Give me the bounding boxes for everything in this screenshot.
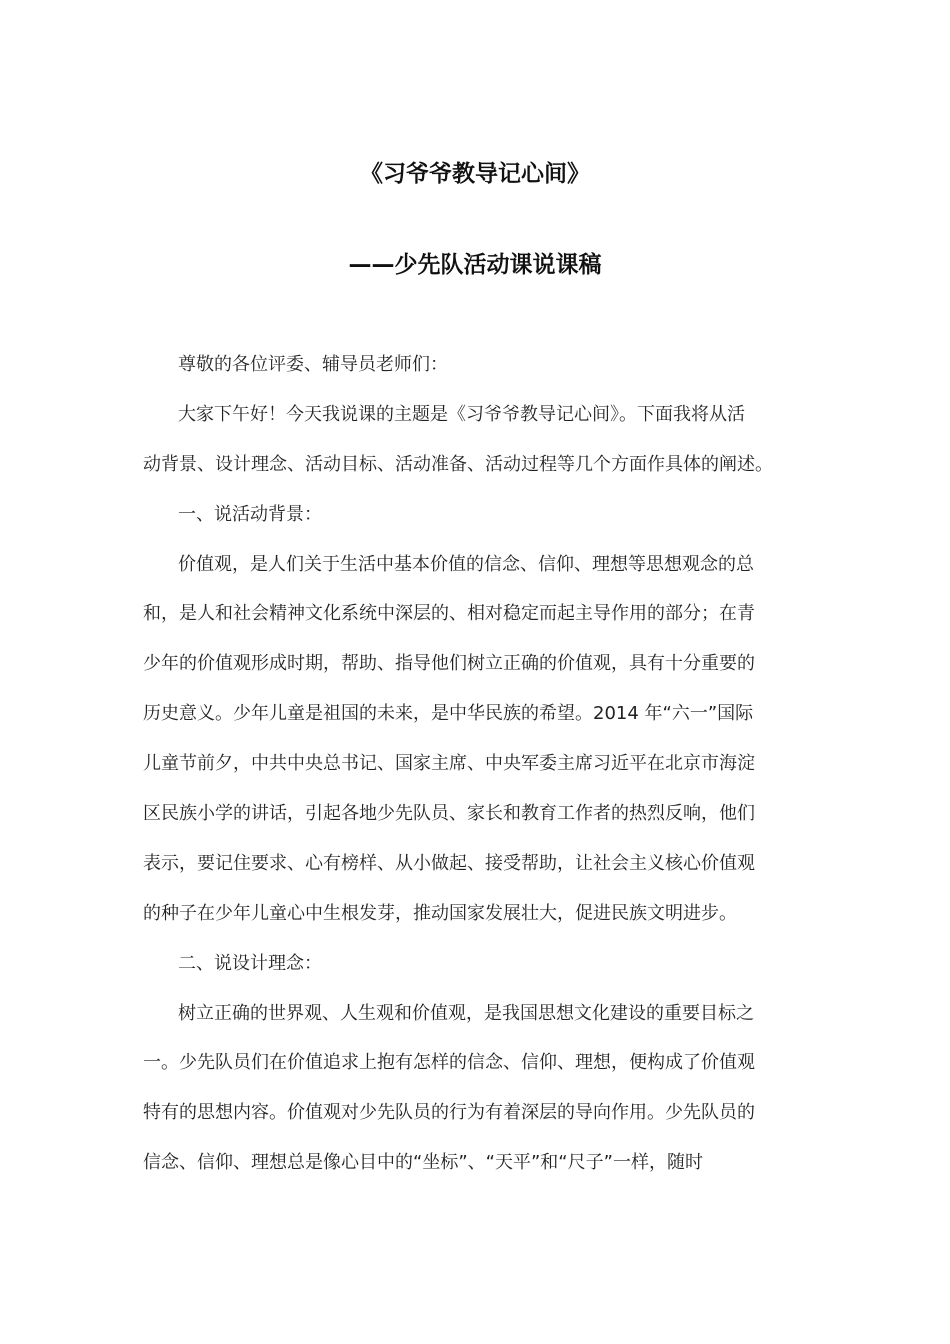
document-body	[143, 340, 808, 1188]
body-text-line: 少年的价值观形成时期，帮助、指导他们树立正确的价值观，具有十分重要的	[143, 653, 755, 675]
body-text-line: 和，是人和社会精神文化系统中深层的、相对稳定而起主导作用的部分；在青	[143, 603, 755, 625]
body-text-line: 特有的思想内容。价值观对少先队员的行为有着深层的导向作用。少先队员的	[143, 1102, 755, 1124]
body-text-line: 二、说设计理念：	[178, 952, 322, 974]
body-text-line: 大家下午好！今天我说课的主题是《习爷爷教导记心间》。下面我将从活	[178, 403, 745, 425]
document-subtitle: ——少先队活动课说课稿	[348, 252, 602, 278]
body-text-line: 尊敬的各位评委、辅导员老师们：	[178, 354, 448, 375]
document-title: 《习爷爷教导记心间》	[360, 161, 590, 187]
body-text-line: 树立正确的世界观、人生观和价值观，是我国思想文化建设的重要目标之	[178, 1002, 754, 1024]
body-text-line: 历史意义。少年儿童是祖国的未来，是中华民族的希望。2014 年“六一”国际	[143, 703, 754, 725]
body-text-line: 信念、信仰、理想总是像心目中的“坐标”、“天平”和“尺子”一样，随时	[143, 1152, 703, 1174]
body-text-line: 的种子在少年儿童心中生根发芽，推动国家发展壮大，促进民族文明进步。	[143, 902, 737, 924]
body-text-line: 区民族小学的讲话，引起各地少先队员、家长和教育工作者的热烈反响，他们	[143, 803, 755, 825]
body-text-line: 儿童节前夕，中共中央总书记、国家主席、中央军委主席习近平在北京市海淀	[143, 753, 755, 775]
body-text-line: 一。少先队员们在价值追求上抱有怎样的信念、信仰、理想，便构成了价值观	[143, 1052, 755, 1074]
body-text-line: 价值观，是人们关于生活中基本价值的信念、信仰、理想等思想观念的总	[178, 553, 754, 575]
body-text-line: 动背景、设计理念、活动目标、活动准备、活动过程等几个方面作具体的阐述。	[143, 453, 773, 475]
body-text-line: 一、说活动背景：	[178, 503, 322, 525]
body-text-line: 表示，要记住要求、心有榜样、从小做起、接受帮助，让社会主义核心价值观	[143, 852, 755, 874]
